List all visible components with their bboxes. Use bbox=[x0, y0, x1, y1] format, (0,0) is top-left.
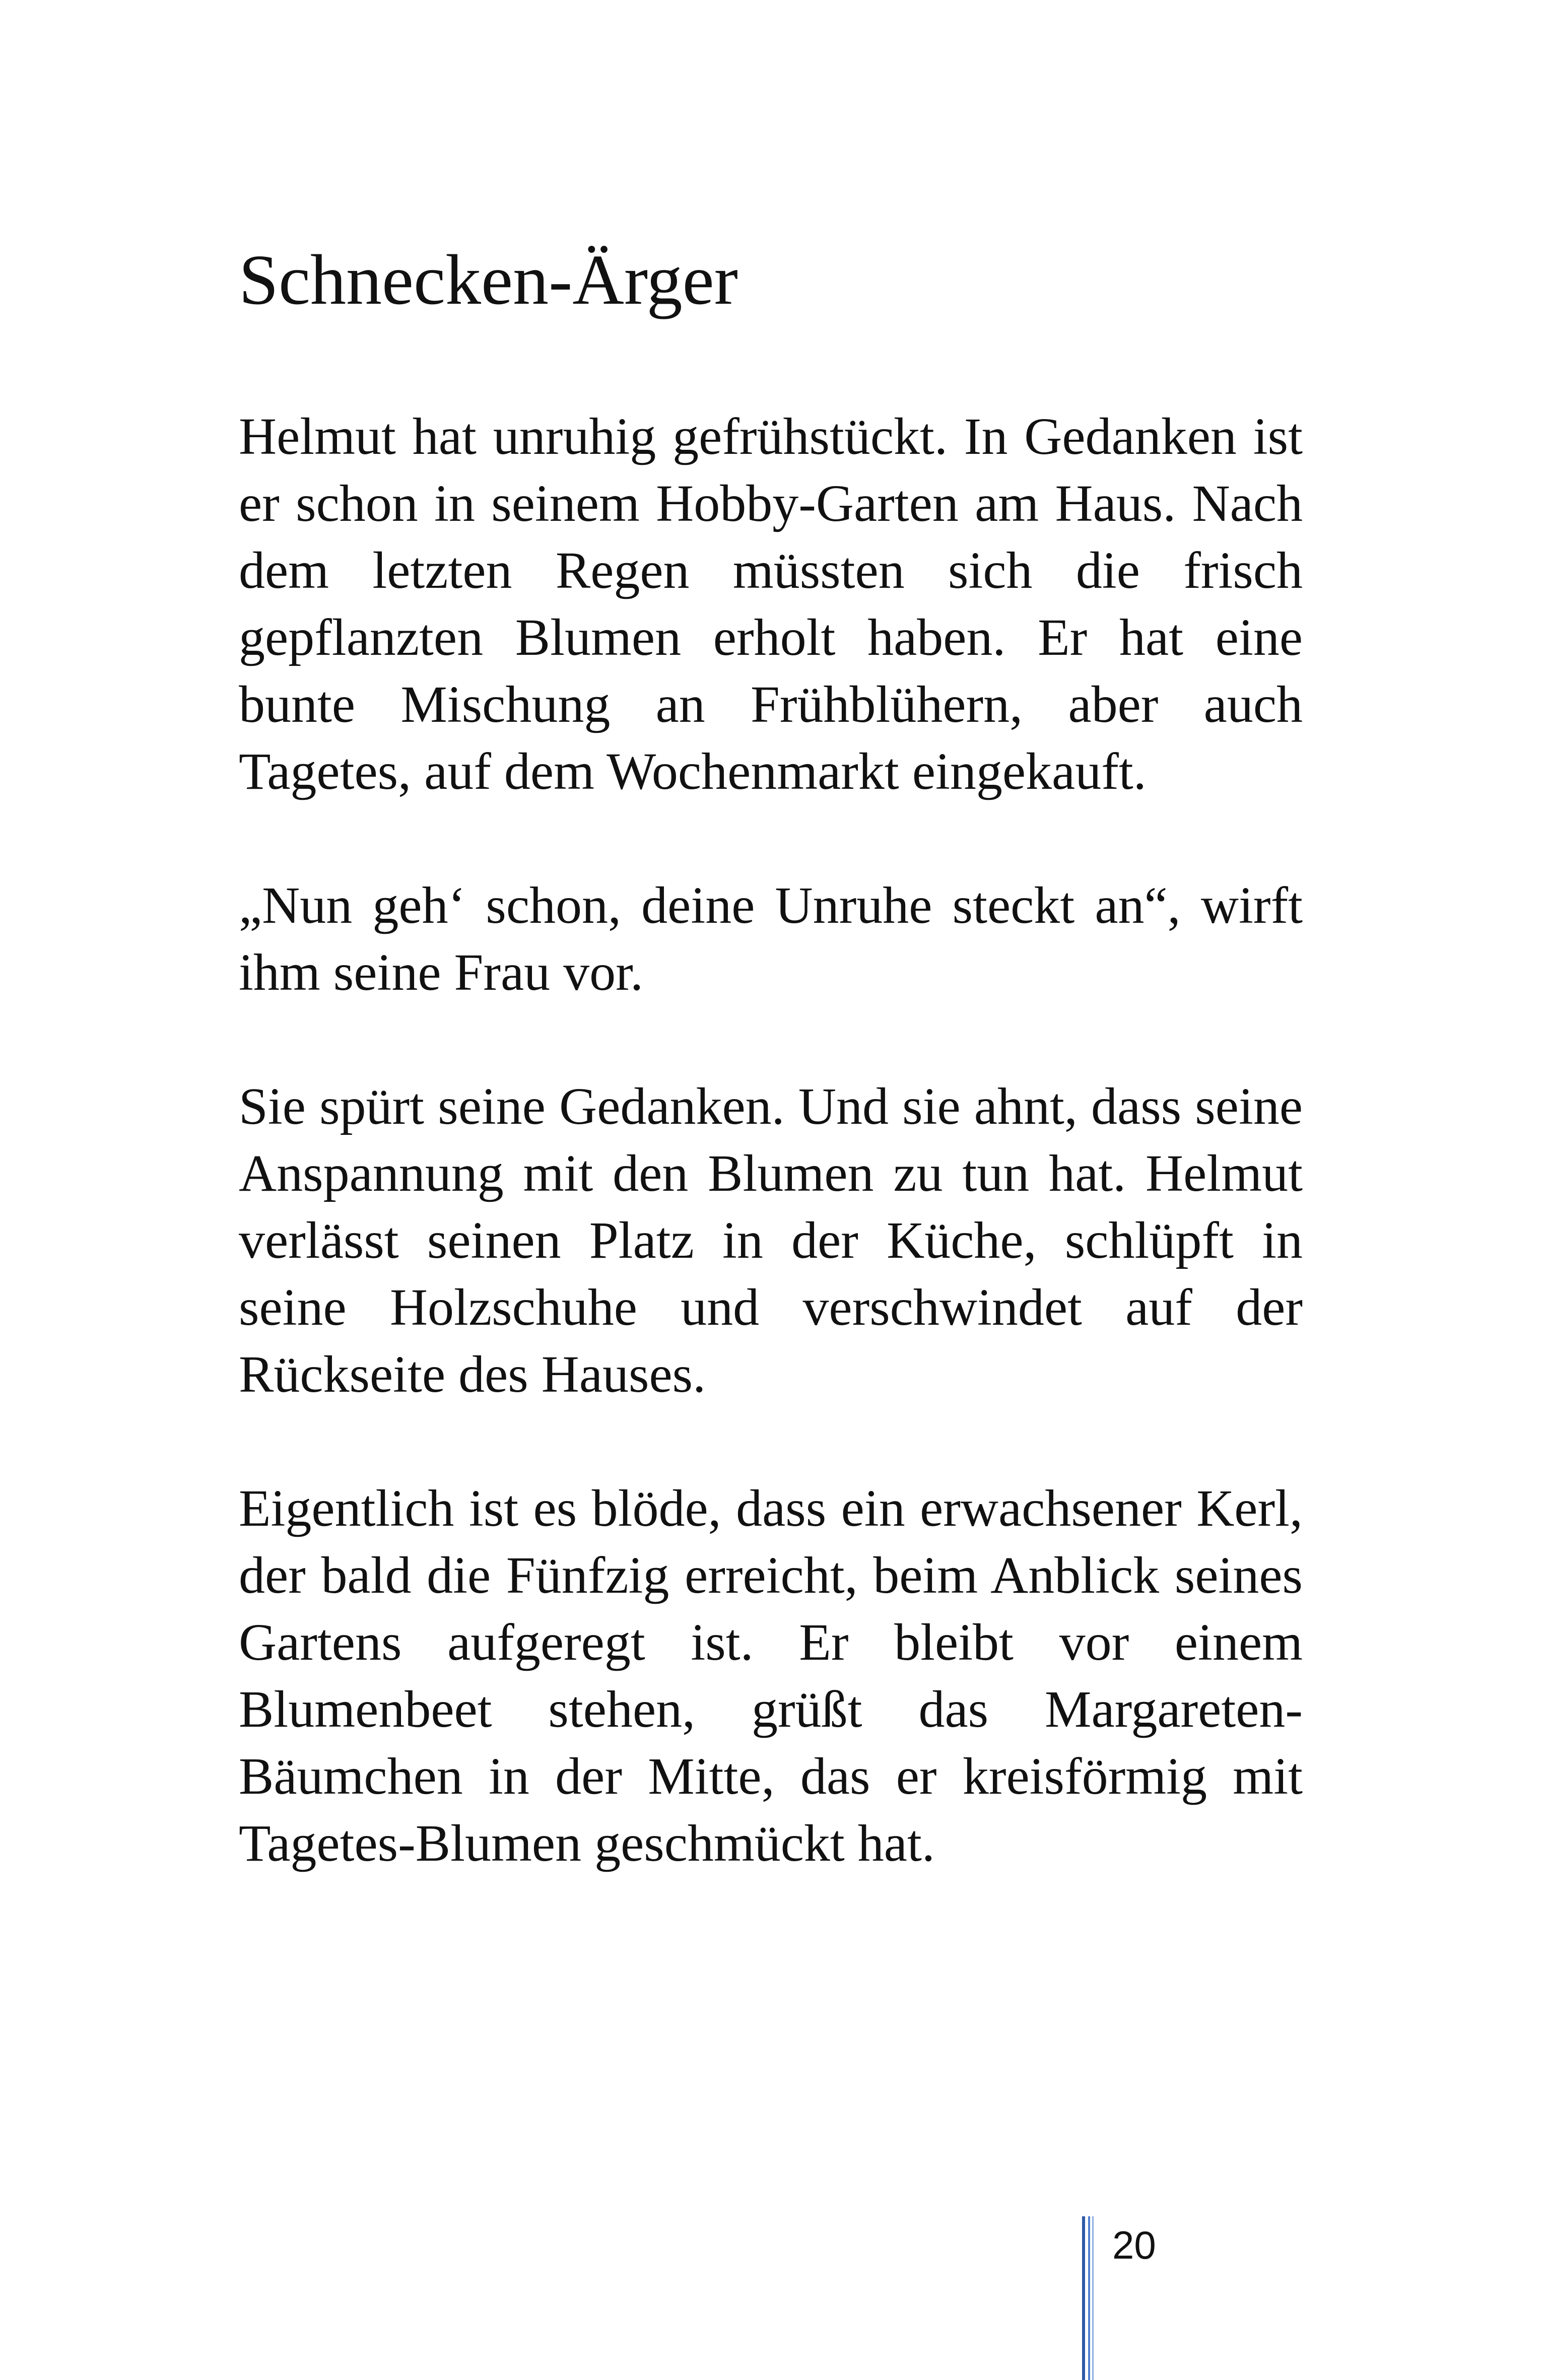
page-content bbox=[239, 237, 1303, 1877]
page-number-block bbox=[1082, 2216, 1203, 2380]
paragraph-3: Sie spürt seine Gedanken. Und sie ahnt, dass seine Anspannung mit den Blumen zu tun hat. Helmut verlässt seinen Platz in der Küche, schlüpft in seine Holzschuhe und verschwindet auf der Rückseite des Hauses. bbox=[239, 1077, 1303, 1404]
page-number-rule bbox=[1088, 2216, 1090, 2380]
chapter-title: Schnecken-Ärger bbox=[239, 240, 738, 319]
paragraph-1: Helmut hat unruhig gefrühstückt. In Gedanken ist er schon in seinem Hobby-Garten am Haus. Nach dem letzten Regen müssten sich die frisch gepflanzten Blumen erholt haben. Er hat eine bunte Mischung an Frühblühern, aber auch Tagetes, auf dem Wochenmarkt eingekauft. bbox=[239, 407, 1303, 801]
page-number-rule bbox=[1082, 2216, 1085, 2380]
paragraph-2: „Nun geh‘ schon, deine Unruhe steckt an“, wirft ihm seine Frau vor. bbox=[239, 876, 1303, 1002]
paragraph-4: Eigentlich ist es blöde, dass ein erwachsener Kerl, der bald die Fünfzig erreicht, beim Anblick seines Gartens aufgeregt ist. Er bleibt vor einem Blumenbeet stehen, grüßt das Margareten-Bäumchen in der Mitte, das er kreisförmig mit Tagetes-Blumen geschmückt hat. bbox=[239, 1479, 1303, 1873]
page-number-rule bbox=[1092, 2216, 1094, 2380]
page-number: 20 bbox=[1112, 2223, 1156, 2267]
